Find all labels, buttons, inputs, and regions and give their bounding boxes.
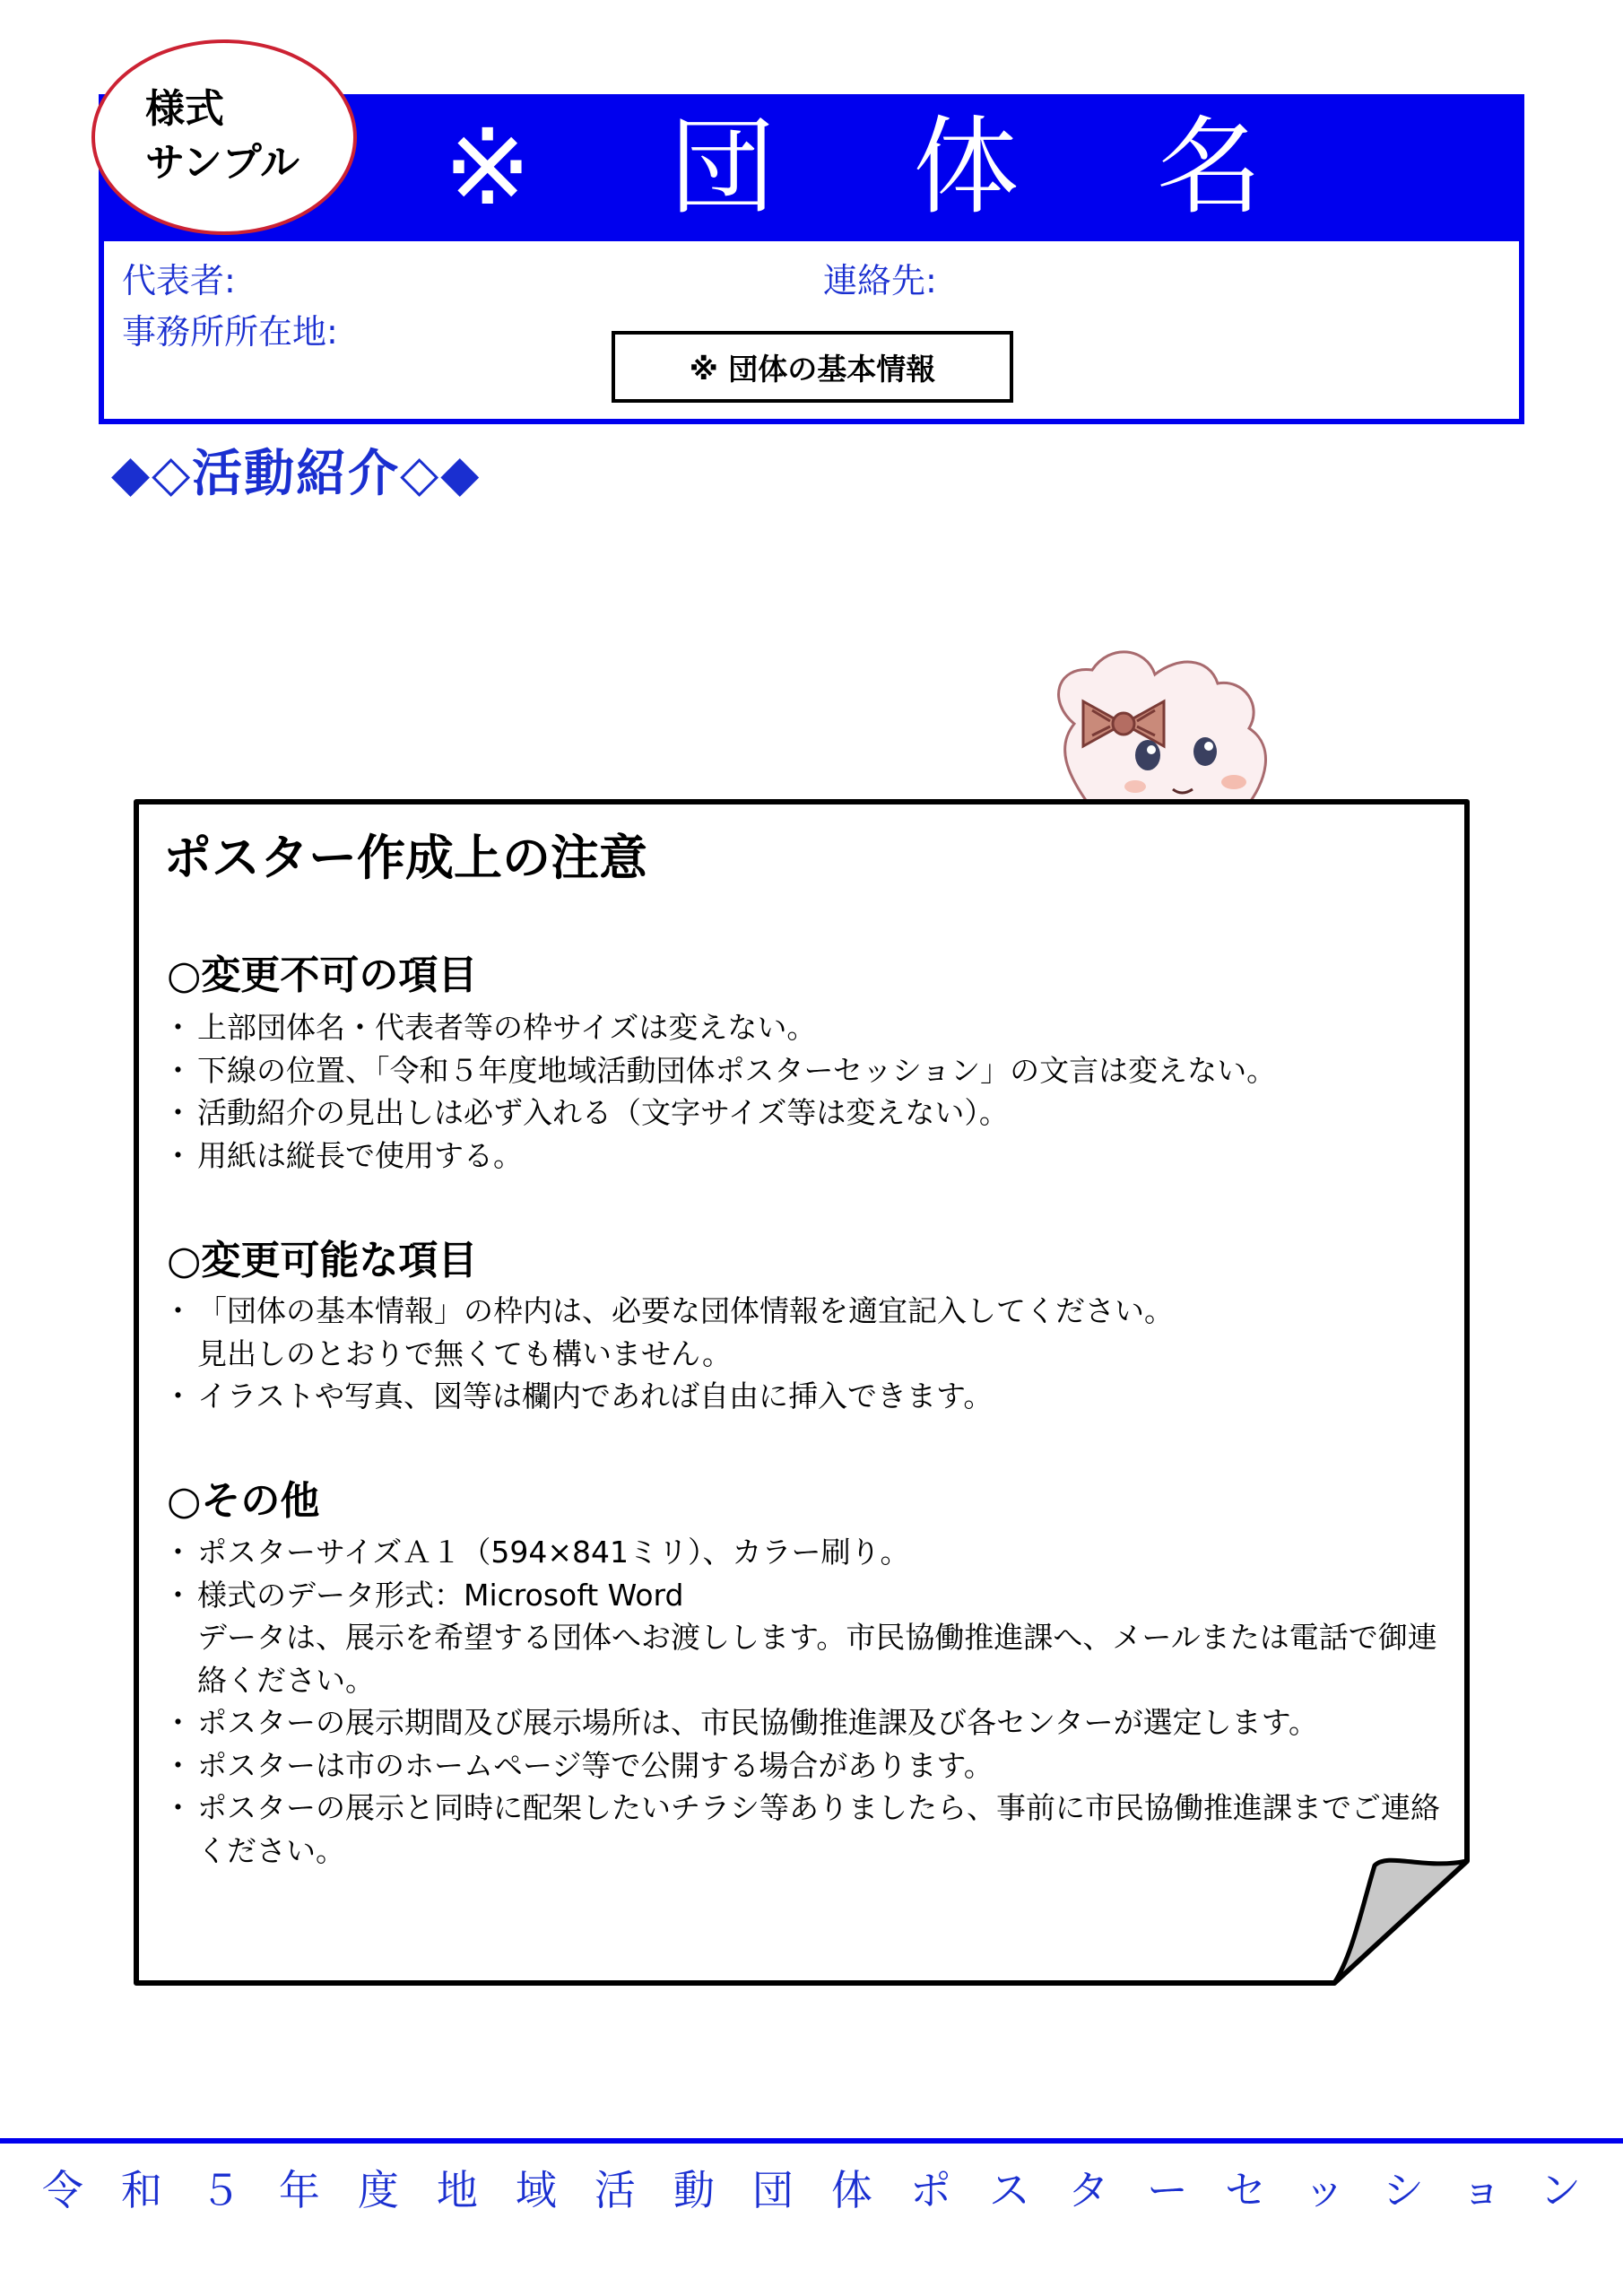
notes-group-heading: ○変更可能な項目: [167, 1238, 478, 1283]
list-item: ・ ポスターサイズＡ１（594×841ミリ）、カラー刷り。: [176, 1531, 1449, 1574]
mascot-illustration: [1029, 639, 1298, 809]
list-item: [176, 1574, 1449, 1702]
list-item: ・ 活動紹介の見出しは必ず入れる（文字サイズ等は変えない）。: [176, 1091, 1449, 1135]
list-item-text: 様式のデータ形式：Microsoft Word: [197, 1577, 684, 1613]
list-item-continuation: データは、展示を希望する団体へお渡しします。市民協働推進課へ、メールまたは電話で御連絡ください。: [197, 1620, 1437, 1698]
address-label: 事務所所在地:: [122, 312, 338, 352]
list-item: ・ ポスターの展示期間及び展示場所は、市民協働推進課及び各センターが選定します。: [176, 1701, 1449, 1744]
representative-label: 代表者:: [122, 261, 236, 300]
sample-badge: [91, 39, 357, 235]
list-item: [176, 1290, 1449, 1375]
notes-group-heading: ○変更不可の項目: [167, 952, 478, 998]
badge-line-1: 様式: [145, 86, 224, 132]
notes-title: ポスター作成上の注意: [163, 830, 647, 886]
list-item: ・ 上部団体名・代表者等の枠サイズは変えない。: [176, 1006, 1449, 1049]
activity-heading: ◆◇活動紹介◇◆: [111, 445, 482, 503]
footer-divider: [0, 2138, 1623, 2144]
notes-group-list: [176, 1006, 1449, 1177]
notes-group-list: [176, 1531, 1449, 1872]
organization-name: ※ 団 体 名: [443, 105, 1315, 229]
list-item: ・ ポスターは市のホームページ等で公開する場合があります。: [176, 1744, 1449, 1787]
list-item: ・ ポスターの展示と同時に配架したいチラシ等ありましたら、事前に市民協働推進課までご連絡ください。: [176, 1787, 1449, 1872]
contact-label: 連絡先:: [823, 261, 937, 300]
list-item: ・ イラストや写真、図等は欄内であれば自由に挿入できます。: [176, 1375, 1449, 1418]
badge-line-2: サンプル: [145, 140, 300, 186]
list-item-continuation: 見出しのとおりで無くても構いません。: [197, 1335, 732, 1371]
notes-group-heading: ○その他: [167, 1478, 320, 1524]
notes-group-list: [176, 1290, 1449, 1418]
list-item-text: 「団体の基本情報」の枠内は、必要な団体情報を適宜記入してください。: [197, 1293, 1174, 1328]
footer-title: 令和５年度地域活動団体ポスターセッション: [41, 2166, 1619, 2214]
list-item: ・ 下線の位置、「令和５年度地域活動団体ポスターセッション」の文言は変えない。: [176, 1049, 1449, 1092]
basic-info-box: ※ 団体の基本情報: [612, 331, 1013, 403]
list-item: ・ 用紙は縦長で使用する。: [176, 1135, 1449, 1178]
